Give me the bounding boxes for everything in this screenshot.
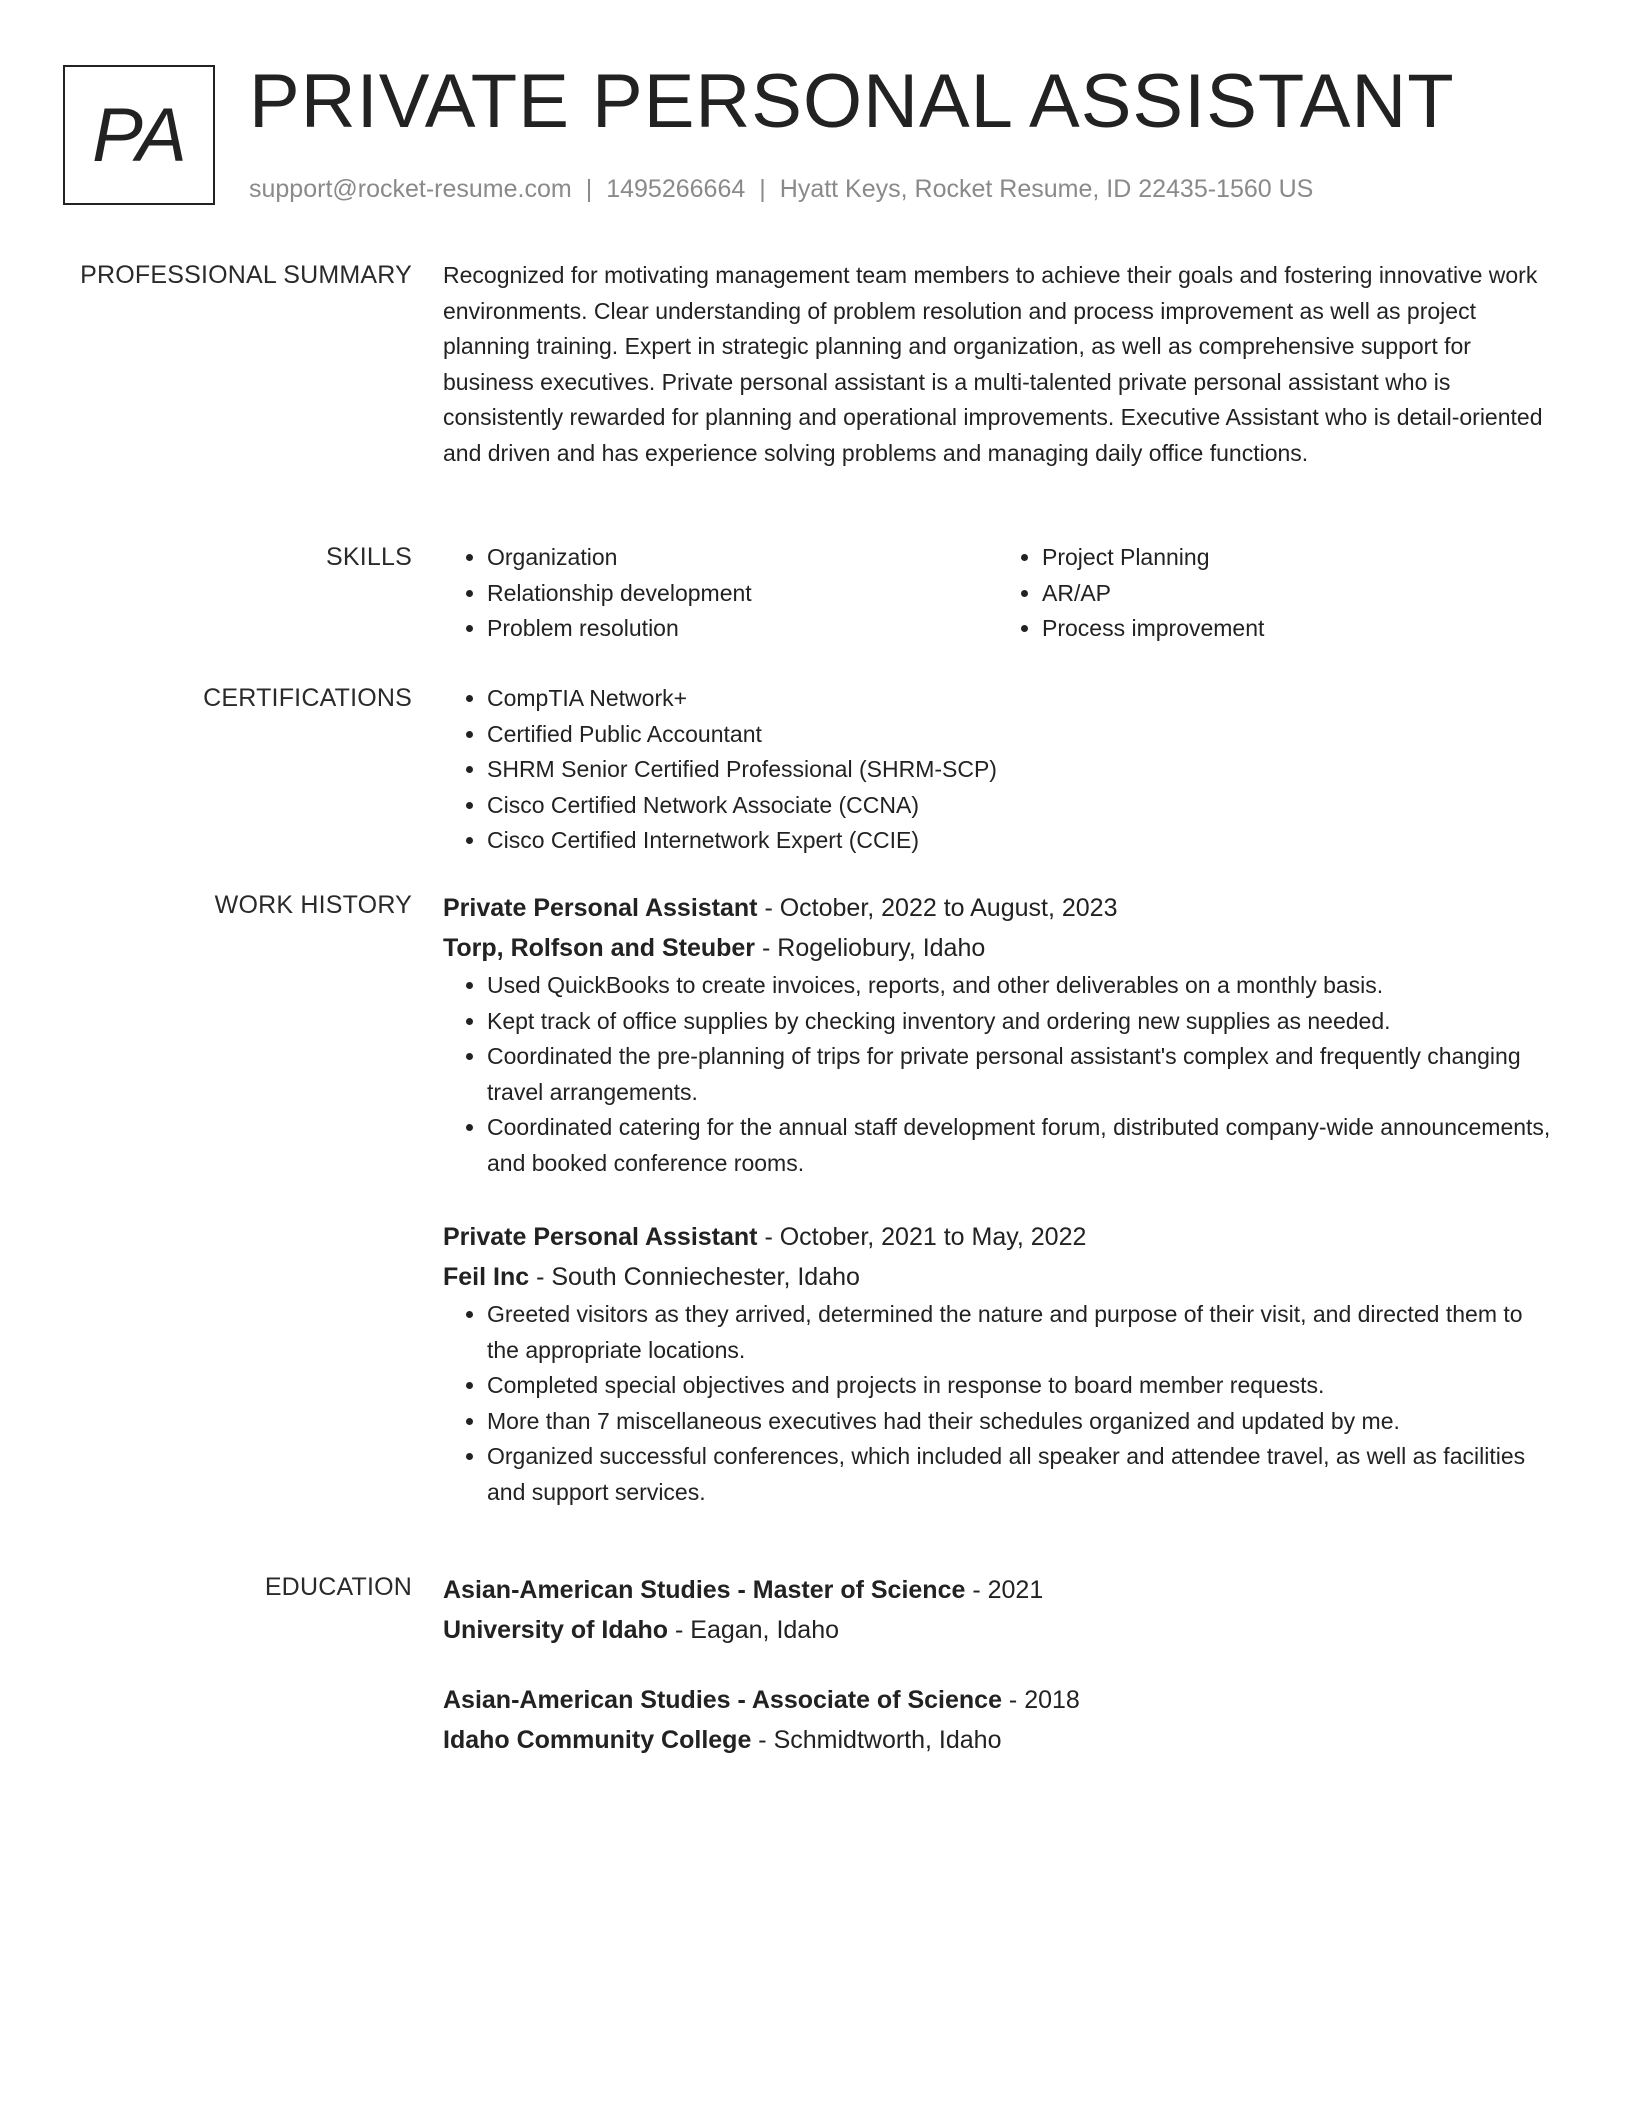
- contact-address: Hyatt Keys, Rocket Resume, ID 22435-1560 US: [779, 175, 1314, 203]
- job-duty-item: • More than 7 miscellaneous executives had their schedules organized and updated by me.: [487, 1404, 1553, 1440]
- education-school: University of Idaho: [443, 1616, 669, 1644]
- job-company: Torp, Rolfson and Steuber: [443, 934, 756, 962]
- education-body: [443, 1570, 1553, 1790]
- education-year: - 2018: [1001, 1686, 1080, 1714]
- certification-item: • Cisco Certified Network Associate (CCNA): [487, 788, 1553, 824]
- job-duty-item: • Used QuickBooks to create invoices, reports, and other deliverables on a monthly basis.: [487, 968, 1553, 1004]
- job-company: Feil Inc: [443, 1263, 530, 1291]
- job-dates: - October, 2021 to May, 2022: [757, 1223, 1087, 1251]
- education-year: - 2021: [965, 1576, 1044, 1604]
- job-duty-item: • Kept track of office supplies by checking inventory and ordering new supplies as needed.: [487, 1004, 1553, 1040]
- contact-separator: |: [585, 175, 593, 203]
- education-school-line: [443, 1610, 1553, 1650]
- job-company-line: [443, 1257, 1553, 1297]
- education-location: - Schmidtworth, Idaho: [751, 1726, 1002, 1754]
- skills-column-2: [998, 540, 1553, 647]
- certification-item: • SHRM Senior Certified Professional (SHRM-SCP): [487, 752, 1553, 788]
- section-label-work-history: WORK HISTORY: [214, 891, 412, 919]
- education-degree-line: [443, 1680, 1553, 1720]
- job-title: Private Personal Assistant: [443, 1223, 758, 1251]
- work-history-body: [443, 888, 1553, 1546]
- skill-item: • Project Planning: [1042, 540, 1553, 576]
- certification-item: • Certified Public Accountant: [487, 717, 1553, 753]
- job-duty-item: • Organized successful conferences, which included all speaker and attendee travel, as well as facilities and support services.: [487, 1439, 1553, 1510]
- skill-item: • AR/AP: [1042, 576, 1553, 612]
- section-label-education: EDUCATION: [264, 1573, 412, 1601]
- section-label-skills: SKILLS: [326, 543, 412, 571]
- contact-phone: 1495266664: [606, 175, 746, 203]
- education-degree-line: [443, 1570, 1553, 1610]
- skills-body: [443, 540, 1553, 647]
- candidate-name: PRIVATE PERSONAL ASSISTANT: [249, 59, 1455, 144]
- certification-item: • CompTIA Network+: [487, 681, 1553, 717]
- education-location: - Eagan, Idaho: [668, 1616, 840, 1644]
- skill-item: • Problem resolution: [487, 611, 998, 647]
- job-company-line: [443, 928, 1553, 968]
- contact-email: support@rocket-resume.com: [249, 175, 572, 203]
- job-location: - South Conniechester, Idaho: [529, 1263, 860, 1291]
- education-school: Idaho Community College: [443, 1726, 752, 1754]
- education-degree: Asian-American Studies - Associate of Science: [443, 1686, 1002, 1714]
- summary-body: [443, 258, 1553, 471]
- job-title-line: [443, 888, 1553, 928]
- education-entry: [443, 1570, 1553, 1650]
- job-location: - Rogeliobury, Idaho: [755, 934, 986, 962]
- job-duties-list: [443, 1297, 1553, 1510]
- certification-item: • Cisco Certified Internetwork Expert (CCIE): [487, 823, 1553, 859]
- skill-item: • Organization: [487, 540, 998, 576]
- contact-separator: |: [759, 175, 766, 203]
- education-degree: Asian-American Studies - Master of Science: [443, 1576, 966, 1604]
- job-entry: [443, 888, 1553, 1181]
- skills-column-1: [443, 540, 998, 647]
- job-duty-item: • Coordinated the pre-planning of trips for private personal assistant's complex and frequently changing travel arrangements.: [487, 1039, 1553, 1110]
- job-entry: [443, 1217, 1553, 1510]
- education-entry: [443, 1680, 1553, 1760]
- job-duty-item: • Greeted visitors as they arrived, determined the nature and purpose of their visit, and directed them to the appropriate locations.: [487, 1297, 1553, 1368]
- skill-item: • Process improvement: [1042, 611, 1553, 647]
- job-duty-item: • Completed special objectives and projects in response to board member requests.: [487, 1368, 1553, 1404]
- contact-line: [249, 172, 1313, 206]
- job-dates: - October, 2022 to August, 2023: [757, 894, 1118, 922]
- education-school-line: [443, 1720, 1553, 1760]
- section-label-summary: PROFESSIONAL SUMMARY: [80, 261, 412, 289]
- job-title: Private Personal Assistant: [443, 894, 758, 922]
- certifications-list: [443, 681, 1553, 859]
- job-title-line: [443, 1217, 1553, 1257]
- section-label-certifications: CERTIFICATIONS: [203, 684, 412, 712]
- skill-item: • Relationship development: [487, 576, 998, 612]
- certifications-body: [443, 681, 1553, 859]
- job-duties-list: [443, 968, 1553, 1181]
- job-duty-item: • Coordinated catering for the annual staff development forum, distributed company-wide announcements, and booked conference rooms.: [487, 1110, 1553, 1181]
- summary-text: Recognized for motivating management team members to achieve their goals and fostering innovative work environments. Clear understanding of problem resolution and process improvement as well as project planning training. Expert in strategic planning and organization, as well as comprehensive support for business executives. Private personal assistant is a multi-talented private personal assistant who is consistently rewarded for planning and operational improvements. Executive Assistant who is detail-oriented and driven and has experience solving problems and managing daily office functions.: [443, 262, 1543, 466]
- monogram-badge: PA: [63, 65, 215, 205]
